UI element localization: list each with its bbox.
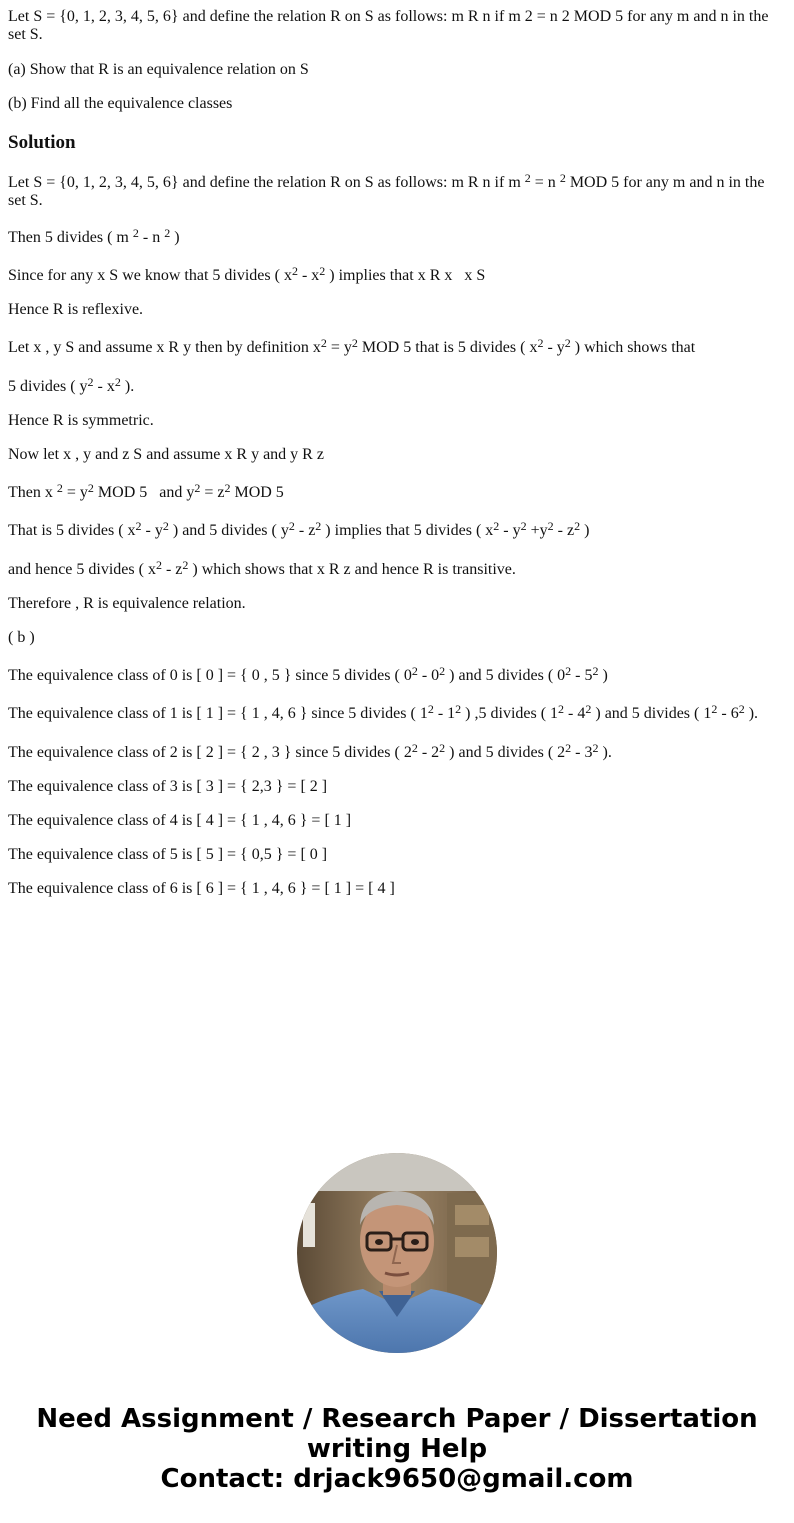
superscript: 2 xyxy=(559,171,566,185)
superscript: 2 xyxy=(320,336,327,350)
solution-line: ( b ) xyxy=(8,629,35,646)
superscript: 2 xyxy=(351,336,358,350)
superscript: 2 xyxy=(547,519,554,533)
superscript: 2 xyxy=(132,226,139,240)
superscript: 2 xyxy=(592,741,599,755)
superscript: 2 xyxy=(585,702,592,716)
superscript: 2 xyxy=(135,519,142,533)
solution-line: and hence 5 divides ( $x^2 - z^2$ ) which shows that x R z and hence R is transitive. xyxy=(8,558,516,578)
superscript: 2 xyxy=(87,481,94,495)
superscript: 2 xyxy=(411,664,418,678)
superscript: 2 xyxy=(455,702,462,716)
solution-line: The equivalence class of 0 is [ 0 ] = { 0 , 5 } since 5 divides ( $0^2 - 0^2$ ) and 5 divides ( $0^2 - 5^2$ ) xyxy=(8,664,608,684)
promo-line-1: Need Assignment / Research Paper / Dissertation xyxy=(36,1404,758,1434)
solution-line: Then x $^2 = y^2$ MOD 5 and $y^2 = z^2$ MOD 5 xyxy=(8,481,284,501)
superscript: 2 xyxy=(439,664,446,678)
superscript: 2 xyxy=(319,264,326,278)
solution-line: The equivalence class of 4 is [ 4 ] = { 1 , 4, 6 } = [ 1 ] xyxy=(8,812,352,829)
superscript: 2 xyxy=(288,519,295,533)
superscript: 2 xyxy=(224,481,231,495)
superscript: 2 xyxy=(592,664,599,678)
superscript: 2 xyxy=(558,702,565,716)
superscript: 2 xyxy=(439,741,446,755)
solution-lines xyxy=(8,171,784,898)
superscript: 2 xyxy=(427,702,434,716)
author-avatar xyxy=(297,1153,497,1353)
superscript: 2 xyxy=(711,702,718,716)
superscript: 2 xyxy=(524,171,531,185)
superscript: 2 xyxy=(537,336,544,350)
solution-line: That is 5 divides ( $x^2 - y^2$ ) and 5 divides ( $y^2 - z^2$ ) implies that 5 divides ( $x^2 - y^2 +y^2 - z^2$ ) xyxy=(8,519,590,539)
solution-heading: Solution xyxy=(8,132,76,153)
solution-line: The equivalence class of 6 is [ 6 ] = { 1 , 4, 6 } = [ 1 ] = [ 4 ] xyxy=(8,880,395,897)
superscript: 2 xyxy=(164,226,171,240)
superscript: 2 xyxy=(155,558,162,572)
problem-part-a: (a) Show that R is an equivalence relation on S xyxy=(8,61,309,78)
problem-statement: Let S = {0, 1, 2, 3, 4, 5, 6} and define the relation R on S as follows: m R n if m 2 = n 2 MOD 5 for any m and n in the set S. xyxy=(8,8,773,43)
document-body xyxy=(8,8,784,898)
solution-line: The equivalence class of 2 is [ 2 ] = { 2 , 3 } since 5 divides ( $2^2 - 2^2$ ) and 5 divides ( $2^2 - 3^2$ ). xyxy=(8,741,612,761)
solution-line: Now let x , y and z S and assume x R y and y R z xyxy=(8,446,324,463)
promo-contact: Contact: drjack9650@gmail.com xyxy=(160,1464,634,1494)
solution-line: Let S = {0, 1, 2, 3, 4, 5, 6} and define the relation R on S as follows: m R n if m $^2$ = n $^2$ MOD 5 for any m and n in the set S. xyxy=(8,171,769,209)
superscript: 2 xyxy=(182,558,189,572)
solution-line: Therefore , R is equivalence relation. xyxy=(8,595,246,612)
superscript: 2 xyxy=(565,741,572,755)
superscript: 2 xyxy=(87,375,94,389)
superscript: 2 xyxy=(315,519,322,533)
superscript: 2 xyxy=(738,702,745,716)
solution-line: Then 5 divides ( m $^2$ - n $^2$ ) xyxy=(8,226,180,246)
superscript: 2 xyxy=(114,375,121,389)
superscript: 2 xyxy=(520,519,527,533)
superscript: 2 xyxy=(56,481,63,495)
solution-line: Since for any x S we know that 5 divides ( $x^2 - x^2$ ) implies that x R x x S xyxy=(8,264,486,284)
promo-banner xyxy=(0,1404,794,1494)
solution-line: The equivalence class of 5 is [ 5 ] = { 0,5 } = [ 0 ] xyxy=(8,846,328,863)
solution-line: Hence R is reflexive. xyxy=(8,301,144,318)
solution-line: 5 divides ( $y^2 - x^2$ ). xyxy=(8,375,135,395)
superscript: 2 xyxy=(564,336,571,350)
solution-line: The equivalence class of 1 is [ 1 ] = { 1 , 4, 6 } since 5 divides ( $1^2 - 1^2$ ) ,5 divides ( $1^2 - 4^2$ ) and 5 divides ( $1^2 - 6^2$ ). xyxy=(8,702,759,722)
superscript: 2 xyxy=(291,264,298,278)
promo-line-2: writing Help xyxy=(306,1434,488,1464)
superscript: 2 xyxy=(411,741,418,755)
superscript: 2 xyxy=(574,519,581,533)
solution-line: Let x , y S and assume x R y then by definition $x^2 = y^2$ MOD 5 that is 5 divides ( $x^2 - y^2$ ) which shows that xyxy=(8,336,696,356)
solution-line: The equivalence class of 3 is [ 3 ] = { 2,3 } = [ 2 ] xyxy=(8,778,328,795)
superscript: 2 xyxy=(493,519,500,533)
superscript: 2 xyxy=(565,664,572,678)
superscript: 2 xyxy=(194,481,201,495)
problem-part-b: (b) Find all the equivalence classes xyxy=(8,95,233,112)
solution-line: Hence R is symmetric. xyxy=(8,412,154,429)
superscript: 2 xyxy=(162,519,169,533)
